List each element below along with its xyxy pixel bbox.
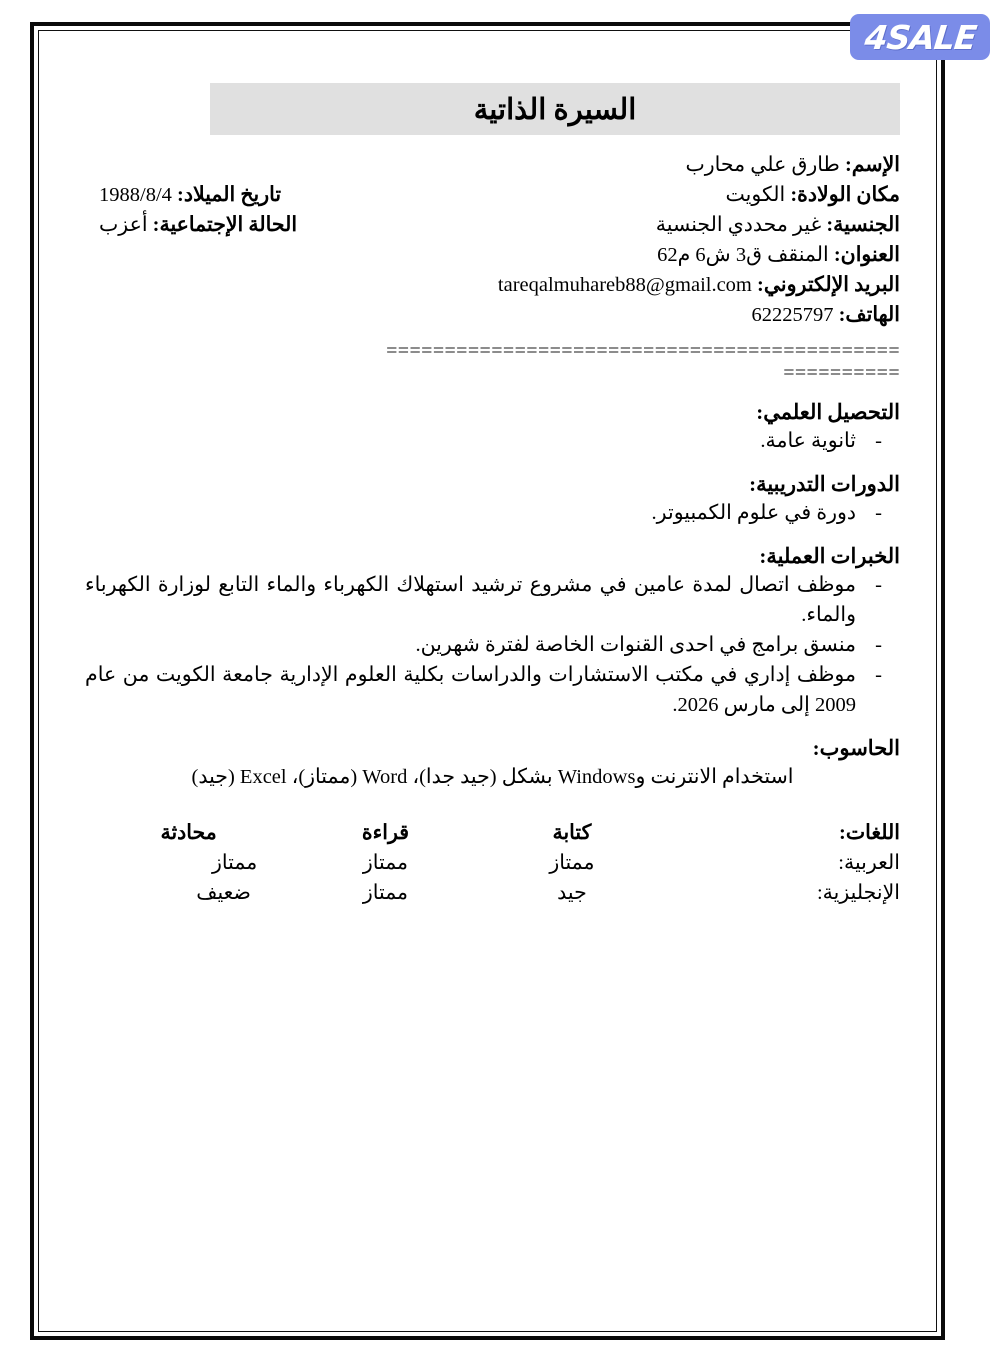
watermark-label: 4SALE xyxy=(862,17,978,57)
field-birthdate-label: تاريخ الميلاد: xyxy=(177,184,282,206)
column-header-writing: كتابة xyxy=(552,822,592,844)
field-email-value: tareqalmuhareb88@gmail.com xyxy=(497,274,752,296)
courses-list xyxy=(85,498,900,528)
section-separator xyxy=(85,340,900,384)
field-nationality-label: الجنسية: xyxy=(826,214,900,236)
field-marital-value: أعزب xyxy=(99,214,148,236)
language-name-english: الإنجليزية: xyxy=(816,882,900,904)
table-row xyxy=(85,848,900,878)
field-birthdate-value: 1988/8/4 xyxy=(99,184,172,206)
list-item xyxy=(85,498,900,528)
list-item xyxy=(85,630,900,660)
separator-line-2: ========== xyxy=(783,362,900,384)
field-email-label: البريد الإلكتروني: xyxy=(757,274,900,296)
field-nationality-value: غير محددي الجنسية xyxy=(655,214,822,236)
education-list xyxy=(85,426,900,456)
computer-skills-heading: الحاسوب: xyxy=(812,736,900,760)
4sale-watermark-logo xyxy=(850,14,990,60)
education-section xyxy=(85,398,900,456)
arabic-speaking-level: ممتاز xyxy=(212,852,258,874)
english-reading-level: ممتاز xyxy=(362,882,409,904)
field-marital-status xyxy=(85,210,297,240)
computer-skills-section xyxy=(85,734,900,792)
english-speaking-level: ضعيف xyxy=(196,882,251,904)
list-item xyxy=(85,570,900,630)
bullet-dash-icon: - xyxy=(875,634,882,656)
courses-heading: الدورات التدريبية: xyxy=(749,472,900,496)
column-header-reading: قراءة xyxy=(361,822,410,844)
field-address-value: المنقف ق3 ش6 م62 xyxy=(657,244,829,266)
cv-title-band xyxy=(210,83,900,135)
cv-content xyxy=(85,150,900,908)
list-item xyxy=(85,426,900,456)
education-heading: التحصيل العلمي: xyxy=(756,400,900,424)
column-header-speaking: محادثة xyxy=(160,822,217,844)
courses-section xyxy=(85,470,900,528)
bullet-dash-icon: - xyxy=(875,502,882,524)
language-name-arabic: العربية: xyxy=(838,852,900,874)
field-address-label: العنوان: xyxy=(833,244,900,266)
field-phone xyxy=(85,300,900,330)
field-nationality xyxy=(656,210,900,240)
separator-line-1: ============================================ xyxy=(386,340,900,362)
english-writing-level: جيد xyxy=(557,882,587,904)
bullet-dash-icon: - xyxy=(875,430,882,452)
languages-heading: اللغات: xyxy=(839,822,900,844)
field-phone-value: 62225797 xyxy=(751,304,834,326)
field-nationality-row xyxy=(85,210,900,240)
bullet-dash-icon: - xyxy=(875,574,882,596)
field-name xyxy=(85,150,900,180)
field-phone-label: الهاتف: xyxy=(838,304,900,326)
field-name-label: الإسم: xyxy=(844,154,900,176)
arabic-reading-level: ممتاز xyxy=(362,852,409,874)
experience-item-text: منسق برامج في احدى القنوات الخاصة لفترة شهرين. xyxy=(415,634,856,656)
languages-header-row xyxy=(85,818,900,848)
field-address xyxy=(85,240,900,270)
experience-item-text: موظف إداري في مكتب الاستشارات والدراسات بكلية العلوم الإدارية جامعة الكويت من عام 2009 إلى مارس 2026. xyxy=(85,664,856,716)
courses-item-text: دورة في علوم الكمبيوتر. xyxy=(651,502,856,524)
languages-table xyxy=(85,818,900,908)
computer-skills-text: استخدام الانترنت وWindows بشكل (جيد جدا)، Word (ممتاز)، Excel (جيد) xyxy=(191,766,794,788)
experience-section xyxy=(85,542,900,720)
arabic-writing-level: ممتاز xyxy=(549,852,595,874)
education-item-text: ثانوية عامة. xyxy=(760,430,856,452)
table-row xyxy=(85,878,900,908)
experience-list xyxy=(85,570,900,720)
experience-heading: الخبرات العملية: xyxy=(759,544,900,568)
field-birthdate xyxy=(85,180,281,210)
field-birth-row xyxy=(85,180,900,210)
experience-item-text: موظف اتصال لمدة عامين في مشروع ترشيد استهلاك الكهرباء والماء التابع لوزارة الكهرباء والماء. xyxy=(85,574,856,626)
field-birthplace-label: مكان الولادة: xyxy=(790,184,900,206)
field-email xyxy=(85,270,900,300)
page-title: السيرة الذاتية xyxy=(473,93,637,126)
bullet-dash-icon: - xyxy=(875,664,882,686)
field-marital-label: الحالة الإجتماعية: xyxy=(152,214,298,236)
list-item xyxy=(85,660,900,720)
field-name-value: طارق علي محارب xyxy=(685,154,840,176)
field-birthplace-value: الكويت xyxy=(725,184,786,206)
field-birthplace xyxy=(726,180,900,210)
personal-info-section xyxy=(85,150,900,330)
